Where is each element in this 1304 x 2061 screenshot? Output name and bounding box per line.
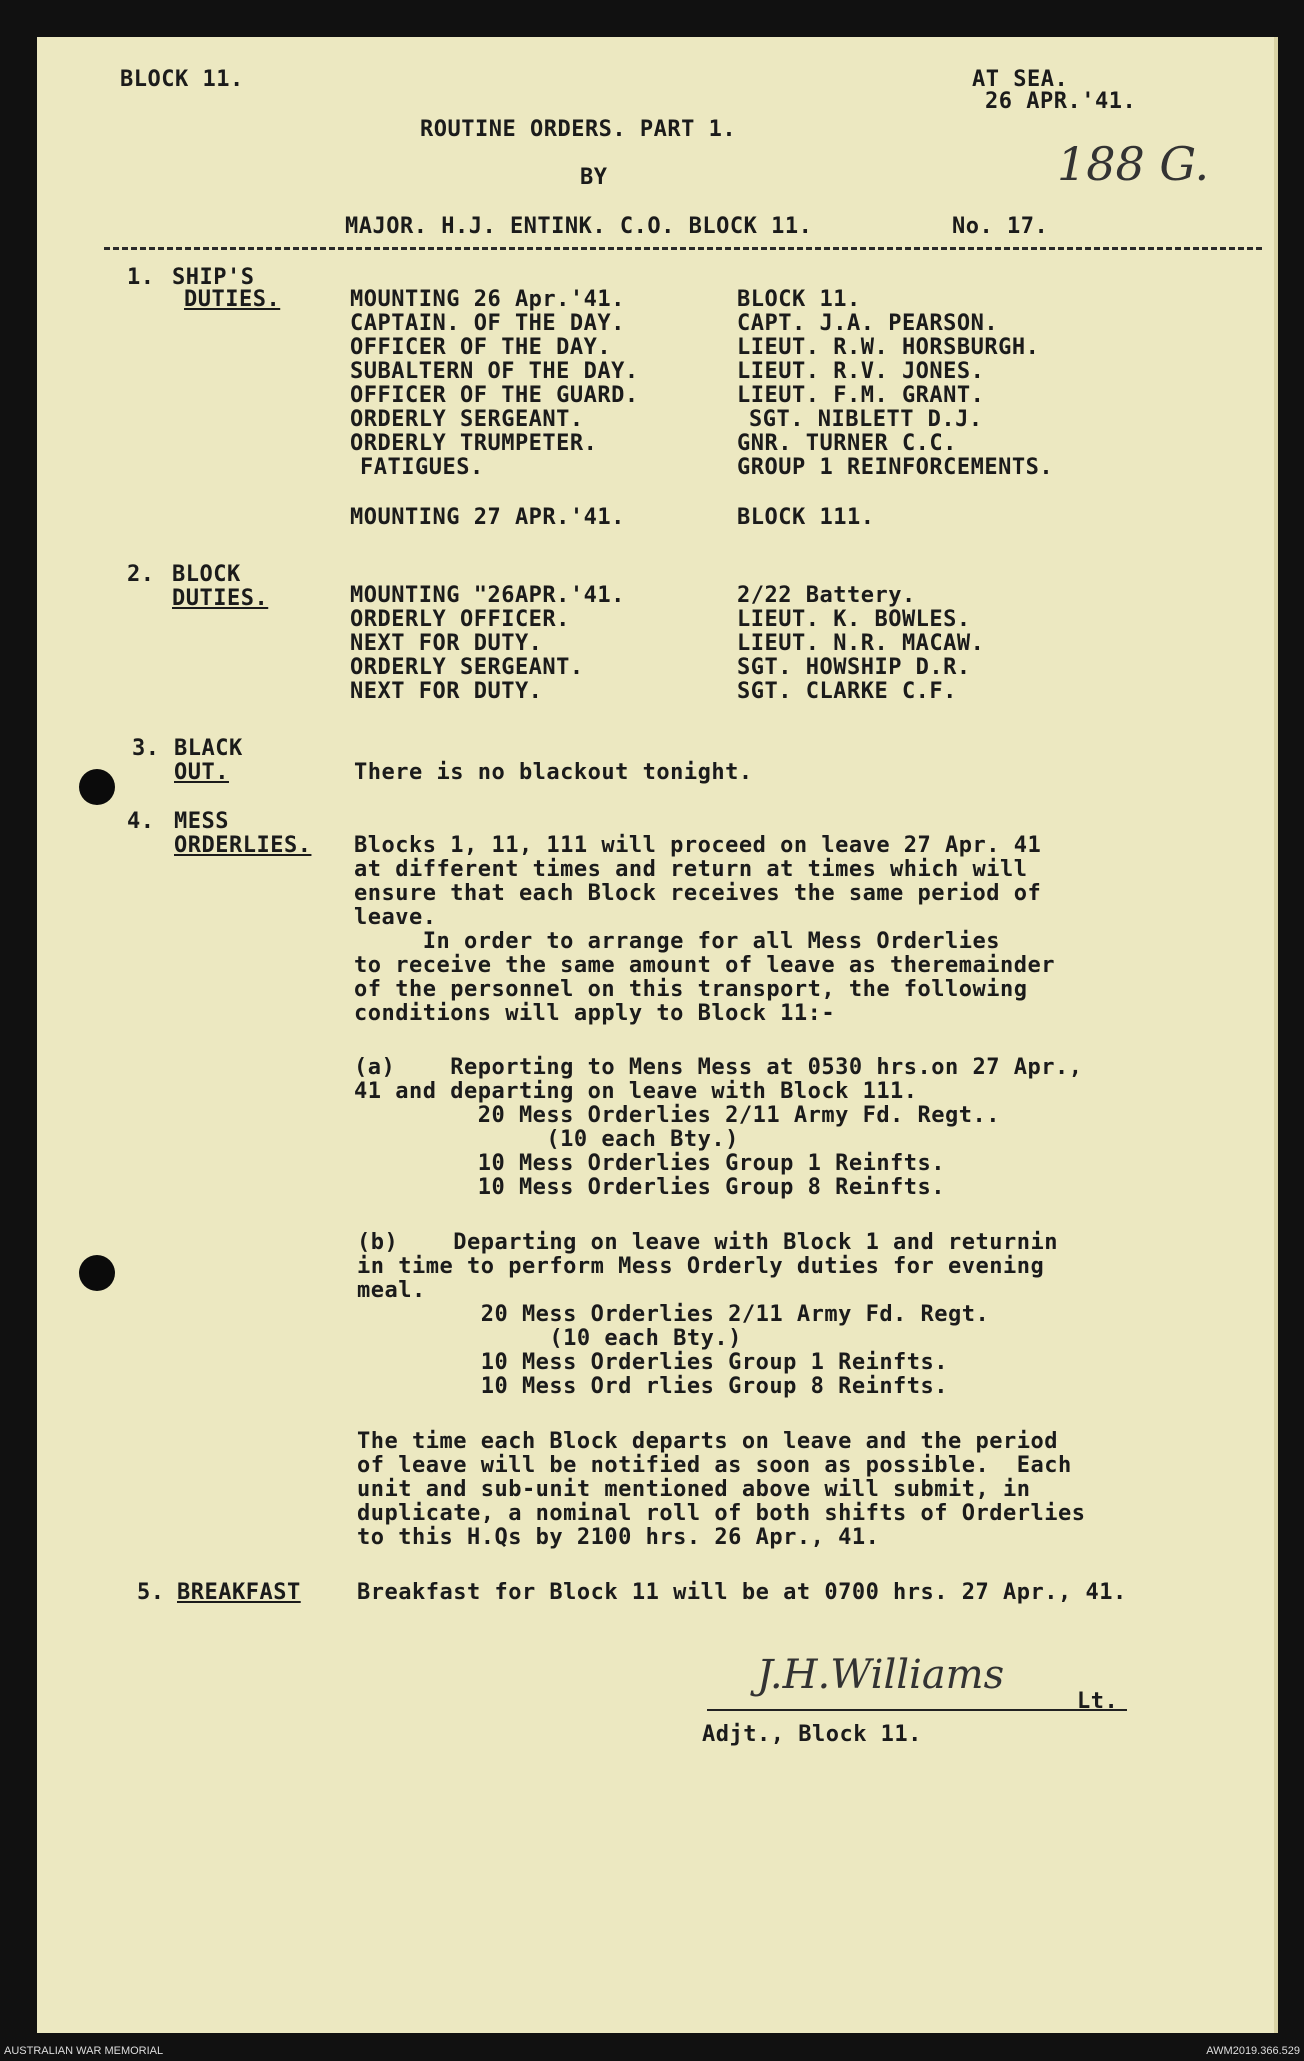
s2-right-2: LIEUT. N.R. MACAW. [737, 631, 985, 656]
document-page [37, 37, 1278, 2033]
s1-left-4: OFFICER OF THE GUARD. [350, 383, 639, 408]
s1-right-1: CAPT. J.A. PEARSON. [737, 311, 999, 336]
s1-right-2: LIEUT. R.W. HORSBURGH. [737, 335, 1040, 360]
s4-p2-line: conditions will apply to Block 11:- [354, 1001, 836, 1026]
s4-b-line: 10 Mess Ord rlies Group 8 Reinfts. [357, 1374, 949, 1399]
s5-heading: BREAKFAST [177, 1580, 301, 1605]
s2-right-1: LIEUT. K. BOWLES. [737, 607, 971, 632]
s2-heading-2: DUTIES. [172, 586, 269, 611]
punch-hole [79, 1255, 115, 1291]
s1-right-4: LIEUT. F.M. GRANT. [737, 383, 985, 408]
by-label: BY [580, 165, 608, 190]
signature-line [707, 1709, 1127, 1711]
s4-p2-line: of the personnel on this transport, the following [354, 977, 1028, 1002]
s1-left-5: ORDERLY SERGEANT. [350, 407, 584, 432]
s1-left-6: ORDERLY TRUMPETER. [350, 431, 598, 456]
s4-p2-line: to receive the same amount of leave as theremainder [354, 953, 1056, 978]
footer-credit: AUSTRALIAN WAR MEMORIAL [4, 2045, 164, 2057]
s4-b-line: meal. [357, 1278, 426, 1303]
block-label: BLOCK 11. [120, 67, 244, 92]
s2-left-1: ORDERLY OFFICER. [350, 607, 570, 632]
s2-left-4: NEXT FOR DUTY. [350, 679, 543, 704]
s4-p2-line: In order to arrange for all Mess Orderlies [354, 929, 1001, 954]
s1-left-1: CAPTAIN. OF THE DAY. [350, 311, 625, 336]
s1-right-7: GROUP 1 REINFORCEMENTS. [737, 455, 1054, 480]
s4-p3-line: duplicate, a nominal roll of both shifts of Orderlies [357, 1501, 1086, 1526]
s3-number: 3. [132, 736, 160, 761]
s5-text: Breakfast for Block 11 will be at 0700 hrs. 27 Apr., 41. [357, 1580, 1127, 1605]
s4-heading-2: ORDERLIES. [174, 833, 312, 858]
s4-p1-line: leave. [354, 905, 437, 930]
handwritten-reference: 188 G. [1057, 137, 1210, 191]
s4-heading-1: MESS [174, 809, 229, 834]
order-number: No. 17. [952, 214, 1049, 239]
s1-left-0: MOUNTING 26 Apr.'41. [350, 287, 625, 312]
s4-p3-line: of leave will be notified as soon as possible. Each [357, 1453, 1072, 1478]
s2-number: 2. [127, 562, 155, 587]
s2-right-4: SGT. CLARKE C.F. [737, 679, 957, 704]
s2-right-3: SGT. HOWSHIP D.R. [737, 655, 971, 680]
authority-line: MAJOR. H.J. ENTINK. C.O. BLOCK 11. [345, 214, 813, 239]
s5-number: 5. [137, 1580, 165, 1605]
s2-left-2: NEXT FOR DUTY. [350, 631, 543, 656]
s3-heading-2: OUT. [174, 760, 229, 785]
s1-right-3: LIEUT. R.V. JONES. [737, 359, 985, 384]
s4-a-line: 10 Mess Orderlies Group 8 Reinfts. [354, 1175, 946, 1200]
s4-b-line: 20 Mess Orderlies 2/11 Army Fd. Regt. [357, 1302, 990, 1327]
s4-a-line: 20 Mess Orderlies 2/11 Army Fd. Regt.. [354, 1103, 1001, 1128]
s2-heading-1: BLOCK [172, 562, 241, 587]
s1-left-3: SUBALTERN OF THE DAY. [350, 359, 639, 384]
footer-accession: AWM2019.366.529 [1206, 2045, 1300, 2057]
signature-rank: Lt. [1077, 1689, 1119, 1714]
s3-heading-1: BLACK [174, 736, 243, 761]
s1-right-5: SGT. NIBLETT D.J. [749, 407, 983, 432]
s4-b-line: 10 Mess Orderlies Group 1 Reinfts. [357, 1350, 949, 1375]
s2-right-0: 2/22 Battery. [737, 583, 916, 608]
s4-p1-line: at different times and return at times which will [354, 857, 1028, 882]
s1-number: 1. [127, 265, 155, 290]
s3-text: There is no blackout tonight. [354, 760, 753, 785]
s4-p3-line: The time each Block departs on leave and the period [357, 1429, 1059, 1454]
s4-a-line: 10 Mess Orderlies Group 1 Reinfts. [354, 1151, 946, 1176]
punch-hole [79, 769, 115, 805]
s1-mount2-right: BLOCK 111. [737, 505, 875, 530]
location-label: AT SEA. [972, 67, 1069, 92]
s4-b-line: (b) Departing on leave with Block 1 and returnin [357, 1230, 1059, 1255]
s1-mount2-left: MOUNTING 27 APR.'41. [350, 505, 625, 530]
s2-left-3: ORDERLY SERGEANT. [350, 655, 584, 680]
s1-right-0: BLOCK 11. [737, 287, 861, 312]
s4-b-line: in time to perform Mess Orderly duties for evening [357, 1254, 1045, 1279]
header-divider [104, 247, 1262, 250]
s4-a-line: 41 and departing on leave with Block 111. [354, 1079, 918, 1104]
s2-left-0: MOUNTING "26APR.'41. [350, 583, 625, 608]
s4-number: 4. [127, 809, 155, 834]
s4-p1-line: Blocks 1, 11, 111 will proceed on leave 27 Apr. 41 [354, 833, 1042, 858]
s4-p3-line: to this H.Qs by 2100 hrs. 26 Apr., 41. [357, 1525, 880, 1550]
s4-b-line: (10 each Bty.) [357, 1326, 742, 1351]
s4-a-line: (a) Reporting to Mens Mess at 0530 hrs.on 27 Apr., [354, 1055, 1083, 1080]
s4-p1-line: ensure that each Block receives the same period of [354, 881, 1042, 906]
s1-heading-2: DUTIES. [184, 287, 281, 312]
s4-p3-line: unit and sub-unit mentioned above will submit, in [357, 1477, 1031, 1502]
signature-scrawl: J.H.Williams [757, 1652, 1005, 1698]
signature-title: Adjt., Block 11. [702, 1722, 922, 1747]
date-label: 26 APR.'41. [985, 89, 1137, 114]
s1-heading-1: SHIP'S [172, 265, 255, 290]
s1-left-2: OFFICER OF THE DAY. [350, 335, 612, 360]
s4-a-line: (10 each Bty.) [354, 1127, 739, 1152]
s1-right-6: GNR. TURNER C.C. [737, 431, 957, 456]
s1-left-7: FATIGUES. [360, 455, 484, 480]
document-title: ROUTINE ORDERS. PART 1. [420, 117, 737, 142]
